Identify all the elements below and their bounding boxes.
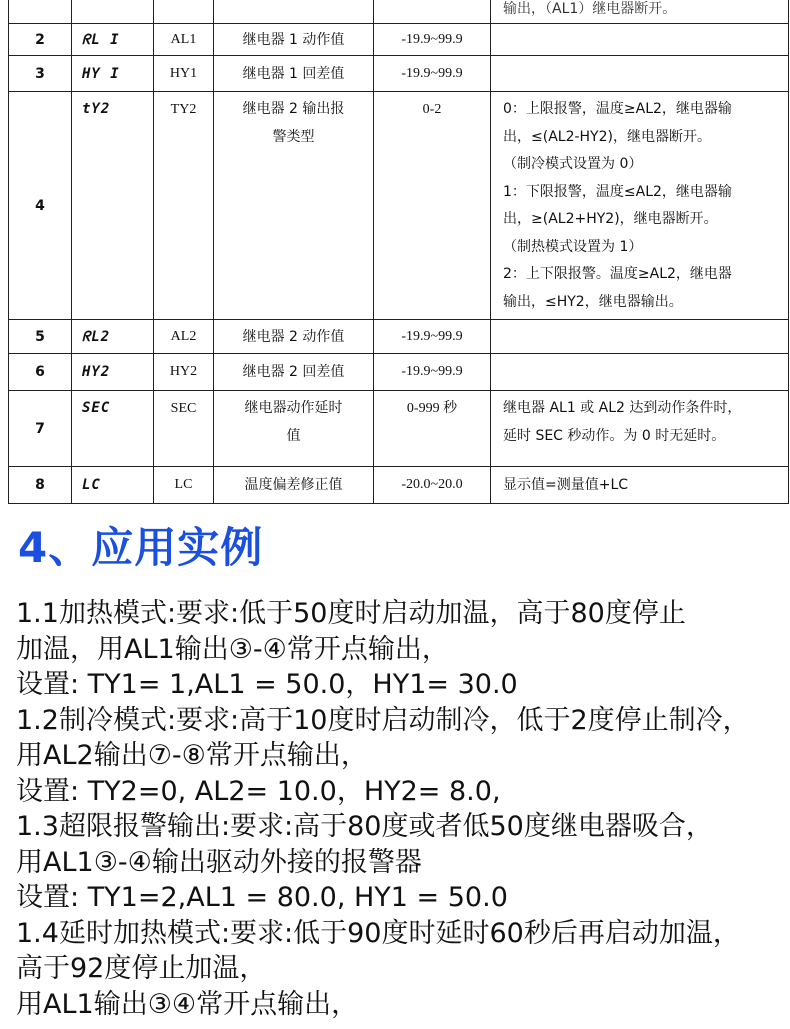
param-name: 继电器 2 动作值 xyxy=(214,320,374,354)
param-code: TY2 xyxy=(154,92,214,320)
row-number: 2 xyxy=(9,24,72,56)
text-line: 设置: TY1= 1,AL1 = 50.0，HY1= 30.0 xyxy=(16,669,518,700)
param-name: 继电器 1 动作值 xyxy=(214,24,374,56)
note-line: 1：下限报警，温度≤AL2，继电器输 xyxy=(503,183,732,200)
param-range: -20.0~20.0 xyxy=(374,467,491,504)
row-number: 8 xyxy=(9,467,72,504)
segment-display-code: SEC xyxy=(72,391,154,467)
segment-display-code: tY2 xyxy=(72,92,154,320)
param-name: 温度偏差修正值 xyxy=(214,467,374,504)
note-line: （制冷模式设置为 0） xyxy=(503,156,643,172)
row-number: 4 xyxy=(9,92,72,320)
note-fragment: 输出，（AL1）继电器断开。 xyxy=(491,0,789,24)
param-note xyxy=(491,391,789,467)
param-code: HY1 xyxy=(154,56,214,92)
row-number: 6 xyxy=(9,354,72,391)
row-number: 3 xyxy=(9,56,72,92)
note-line: 出，≥(AL2+HY2)，继电器断开。 xyxy=(503,211,718,227)
table-row xyxy=(9,354,789,391)
segment-display-code: ᖇL I xyxy=(72,24,154,56)
note-line: 继电器 AL1 或 AL2 达到动作条件时， xyxy=(503,400,742,416)
note-line: 出，≤(AL2-HY2)，继电器断开。 xyxy=(503,128,711,145)
param-name: 继电器 1 回差值 xyxy=(214,56,374,92)
param-name: 继电器 2 回差值 xyxy=(214,354,374,391)
param-name-line: 值 xyxy=(286,427,301,444)
param-range: 0-999 秒 xyxy=(374,391,491,467)
table-row xyxy=(9,92,789,320)
param-code: AL1 xyxy=(154,24,214,56)
table-row xyxy=(9,320,789,354)
param-note xyxy=(491,24,789,56)
segment-display-code: HY2 xyxy=(72,354,154,391)
param-note xyxy=(491,320,789,354)
note-line: 延时 SEC 秒动作。为 0 时无延时。 xyxy=(503,427,726,444)
row-number: 5 xyxy=(9,320,72,354)
param-note: 显示值=测量值+LC xyxy=(491,467,789,504)
application-examples xyxy=(16,596,786,1022)
text-line: 1.1加热模式:要求:低于50度时启动加温，高于80度停止 xyxy=(16,598,686,629)
text-line: 用AL1③-④输出驱动外接的报警器 xyxy=(16,846,422,878)
text-line: 1.4延时加热模式:要求:低于90度时延时60秒后再启动加温， xyxy=(16,917,740,949)
parameter-table xyxy=(8,0,789,504)
param-name xyxy=(214,391,374,467)
param-code: AL2 xyxy=(154,320,214,354)
segment-display-code: HY I xyxy=(72,56,154,92)
table-row xyxy=(9,467,789,504)
note-line: （制热模式设置为 1） xyxy=(503,238,643,255)
param-note xyxy=(491,92,789,320)
text-line: 1.2制冷模式:要求:高于10度时启动制冷，低于2度停止制冷， xyxy=(16,704,750,736)
note-line: 0：上限报警，温度≥AL2，继电器输 xyxy=(503,101,732,117)
param-range: -19.9~99.9 xyxy=(374,354,491,391)
segment-display-code: ᖇL2 xyxy=(72,320,154,354)
text-line: 设置: TY1=2,AL1 = 80.0, HY1 = 50.0 xyxy=(16,882,508,913)
text-line: 1.3超限报警输出:要求:高于80度或者低50度继电器吸合， xyxy=(16,811,713,842)
text-line: 设置: TY2=0, AL2= 10.0，HY2= 8.0, xyxy=(16,775,501,807)
param-name xyxy=(214,92,374,320)
param-range: 0-2 xyxy=(374,92,491,320)
table-row-cut xyxy=(9,0,789,24)
param-name-line: 继电器动作延时 xyxy=(244,400,343,416)
param-name-line: 继电器 2 输出报 xyxy=(242,101,345,117)
segment-display-code: LC xyxy=(72,467,154,504)
note-line: 输出，≤HY2，继电器输出。 xyxy=(503,293,683,310)
param-name-line: 警类型 xyxy=(272,128,315,145)
text-line: 用AL2输出⑦-⑧常开点输出， xyxy=(16,740,368,771)
param-note xyxy=(491,56,789,92)
section-heading: 4、应用实例 xyxy=(18,523,264,572)
text-line: 用AL1输出③④常开点输出， xyxy=(16,988,359,1020)
param-code: HY2 xyxy=(154,354,214,391)
table-row xyxy=(9,56,789,92)
table-row xyxy=(9,24,789,56)
param-code: LC xyxy=(154,467,214,504)
param-code: SEC xyxy=(154,391,214,467)
table-row xyxy=(9,391,789,467)
row-number: 7 xyxy=(9,391,72,467)
param-range: -19.9~99.9 xyxy=(374,320,491,354)
param-range: -19.9~99.9 xyxy=(374,56,491,92)
text-line: 加温，用AL1输出③-④常开点输出， xyxy=(16,633,449,665)
note-line: 2：上下限报警。温度≥AL2，继电器 xyxy=(503,266,732,282)
text-line: 高于92度停止加温， xyxy=(16,953,267,984)
param-range: -19.9~99.9 xyxy=(374,24,491,56)
param-note xyxy=(491,354,789,391)
